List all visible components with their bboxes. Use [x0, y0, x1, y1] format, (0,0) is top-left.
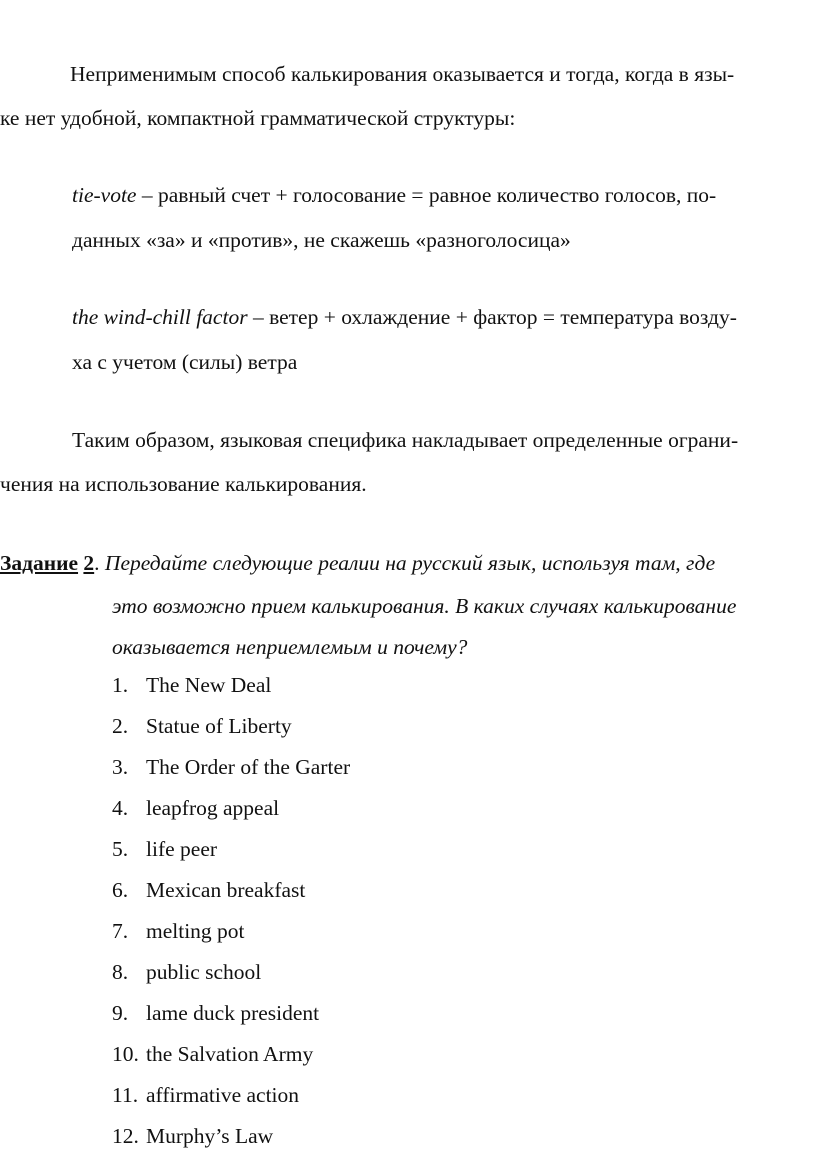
list-item	[112, 796, 350, 837]
task-label: Задание	[0, 551, 79, 575]
example-2-line-1	[72, 307, 737, 329]
list-item	[112, 1083, 350, 1124]
example-1-term: tie-vote	[72, 183, 137, 207]
task-number: 2	[83, 551, 95, 575]
example-2-term: the wind-chill factor	[72, 305, 248, 329]
task-heading	[0, 553, 715, 575]
list-item	[112, 960, 350, 1001]
list-item	[112, 1001, 350, 1042]
list-item-text: the Salvation Army	[146, 1042, 314, 1066]
list-item-number: 9.	[112, 1001, 129, 1025]
example-1-line-1	[72, 185, 716, 207]
list-item	[112, 1124, 350, 1165]
list-item-text: public school	[146, 960, 262, 984]
list-item	[112, 755, 350, 796]
list-item	[112, 1042, 350, 1083]
list-item	[112, 919, 350, 960]
example-1-definition: – равный счет + голосование = равное количество голосов, по-	[136, 183, 717, 207]
paragraph-2-line-1: Таким образом, языковая специфика накладывает определенные ограни-	[72, 428, 739, 452]
list-item	[112, 714, 350, 755]
list-item-text: lame duck president	[146, 1001, 320, 1025]
list-item-number: 2.	[112, 714, 129, 738]
list-item-number: 3.	[112, 755, 129, 779]
list-item-number: 1.	[112, 673, 129, 697]
list-item-text: Mexican breakfast	[146, 878, 306, 902]
list-item-number: 8.	[112, 960, 129, 984]
example-1-line-2: данных «за» и «против», не скажешь «разноголосица»	[72, 228, 571, 252]
task-instruction-line-1: Передайте следующие реалии на русский язык, используя там, где	[104, 551, 716, 575]
example-2-line-2: ха с учетом (силы) ветра	[72, 350, 298, 374]
paragraph-2-line-2: чения на использование калькирования.	[0, 472, 367, 496]
task-instruction-line-2: это возможно прием калькирования. В каких случаях калькирование	[112, 594, 737, 618]
list-item-number: 4.	[112, 796, 129, 820]
list-item-text: melting pot	[146, 919, 245, 943]
example-2-definition: – ветер + охлаждение + фактор = температура возду-	[247, 305, 737, 329]
list-item-number: 5.	[112, 837, 129, 861]
list-item	[112, 673, 350, 714]
list-item-text: Statue of Liberty	[146, 714, 292, 738]
list-item-text: life peer	[146, 837, 218, 861]
list-item-text: The New Deal	[146, 673, 272, 697]
list-item-text: The Order of the Garter	[146, 755, 351, 779]
list-item	[112, 837, 350, 878]
task-instruction-line-3: оказывается неприемлемым и почему?	[112, 635, 468, 659]
list-item-number: 7.	[112, 919, 129, 943]
list-item-text: affirmative action	[146, 1083, 300, 1107]
paragraph-1-line-1: Неприменимым способ калькирования оказывается и тогда, когда в язы-	[70, 62, 735, 86]
list-item-number: 10.	[112, 1042, 139, 1066]
list-item-number: 12.	[112, 1124, 139, 1148]
list-item-text: Murphy’s Law	[146, 1124, 274, 1148]
list-item-text: leapfrog appeal	[146, 796, 280, 820]
realia-list	[112, 673, 350, 1165]
list-item-number: 11.	[112, 1083, 139, 1107]
list-item-number: 6.	[112, 878, 129, 902]
paragraph-1-line-2: ке нет удобной, компактной грамматической структуры:	[0, 106, 516, 130]
task-separator: .	[94, 551, 100, 575]
list-item	[112, 878, 350, 919]
